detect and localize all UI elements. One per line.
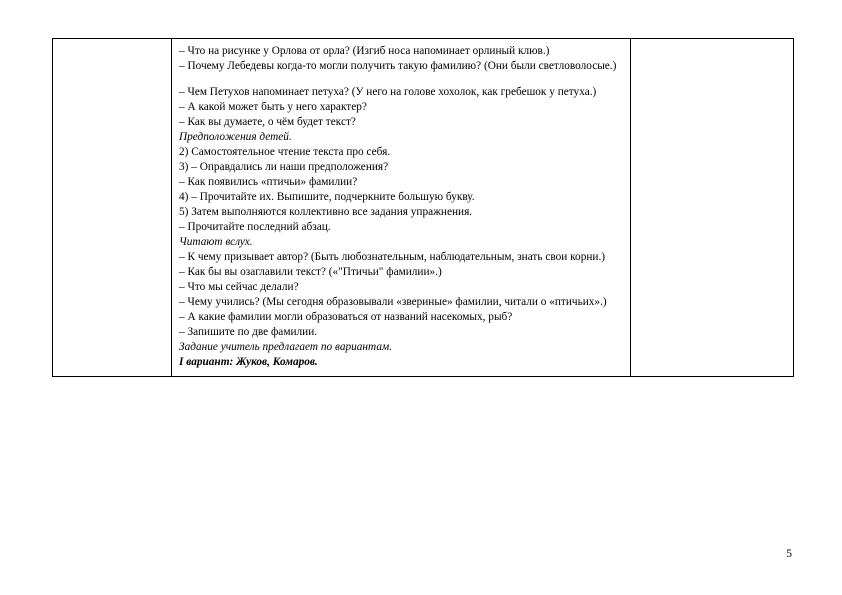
paragraph: – Чему учились? (Мы сегодня образовывали «звериные» фамилии, читали о «птичьих».) xyxy=(179,296,607,309)
paragraph: – Запишите по две фамилии. xyxy=(179,326,318,339)
table-cell-left xyxy=(53,39,172,377)
table-row xyxy=(53,39,794,377)
paragraph-bold-italic: I вариант: Жуков, Комаров. xyxy=(179,356,318,369)
paragraph: – Что мы сейчас делали? xyxy=(179,281,299,294)
paragraph: – К чему призывает автор? (Быть любознательным, наблюдательным, знать свои корни.) xyxy=(179,251,606,264)
paragraph-italic: Задание учитель предлагает по вариантам. xyxy=(179,341,393,354)
table-cell-main xyxy=(172,39,631,377)
table-cell-right xyxy=(631,39,794,377)
page-number: 5 xyxy=(786,548,792,560)
lesson-plan-table xyxy=(52,38,794,377)
paragraph: – Почему Лебедевы когда-то могли получить такую фамилию? (Они были светловолосые.) xyxy=(179,60,617,73)
paragraph: – Как вы думаете, о чём будет текст? xyxy=(179,116,356,129)
paragraph-spacer xyxy=(179,74,624,85)
main-cell-content xyxy=(172,39,630,376)
paragraph: – Чем Петухов напоминает петуха? (У него на голове хохолок, как гребешок у петуха.) xyxy=(179,86,597,99)
paragraph: 5) Затем выполняются коллективно все задания упражнения. xyxy=(179,206,473,219)
paragraph: 2) Самостоятельное чтение текста про себя. xyxy=(179,146,391,159)
paragraph: – Что на рисунке у Орлова от орла? (Изгиб носа напоминает орлиный клюв.) xyxy=(179,45,550,57)
paragraph: – А какие фамилии могли образоваться от названий насекомых, рыб? xyxy=(179,311,513,324)
right-cell-content xyxy=(631,39,793,50)
paragraph-italic: Читают вслух. xyxy=(179,236,253,249)
paragraph: 3) – Оправдались ли наши предположения? xyxy=(179,161,389,174)
paragraph: – Как появились «птичьи» фамилии? xyxy=(179,176,358,189)
paragraph: – Как бы вы озаглавили текст? («"Птичьи" фамилии».) xyxy=(179,266,442,279)
paragraph: – Прочитайте последний абзац. xyxy=(179,221,331,234)
paragraph: 4) – Прочитайте их. Выпишите, подчеркните большую букву. xyxy=(179,191,475,204)
paragraph-italic: Предположения детей. xyxy=(179,131,292,144)
paragraph: – А какой может быть у него характер? xyxy=(179,101,367,114)
left-cell-content xyxy=(53,39,171,50)
